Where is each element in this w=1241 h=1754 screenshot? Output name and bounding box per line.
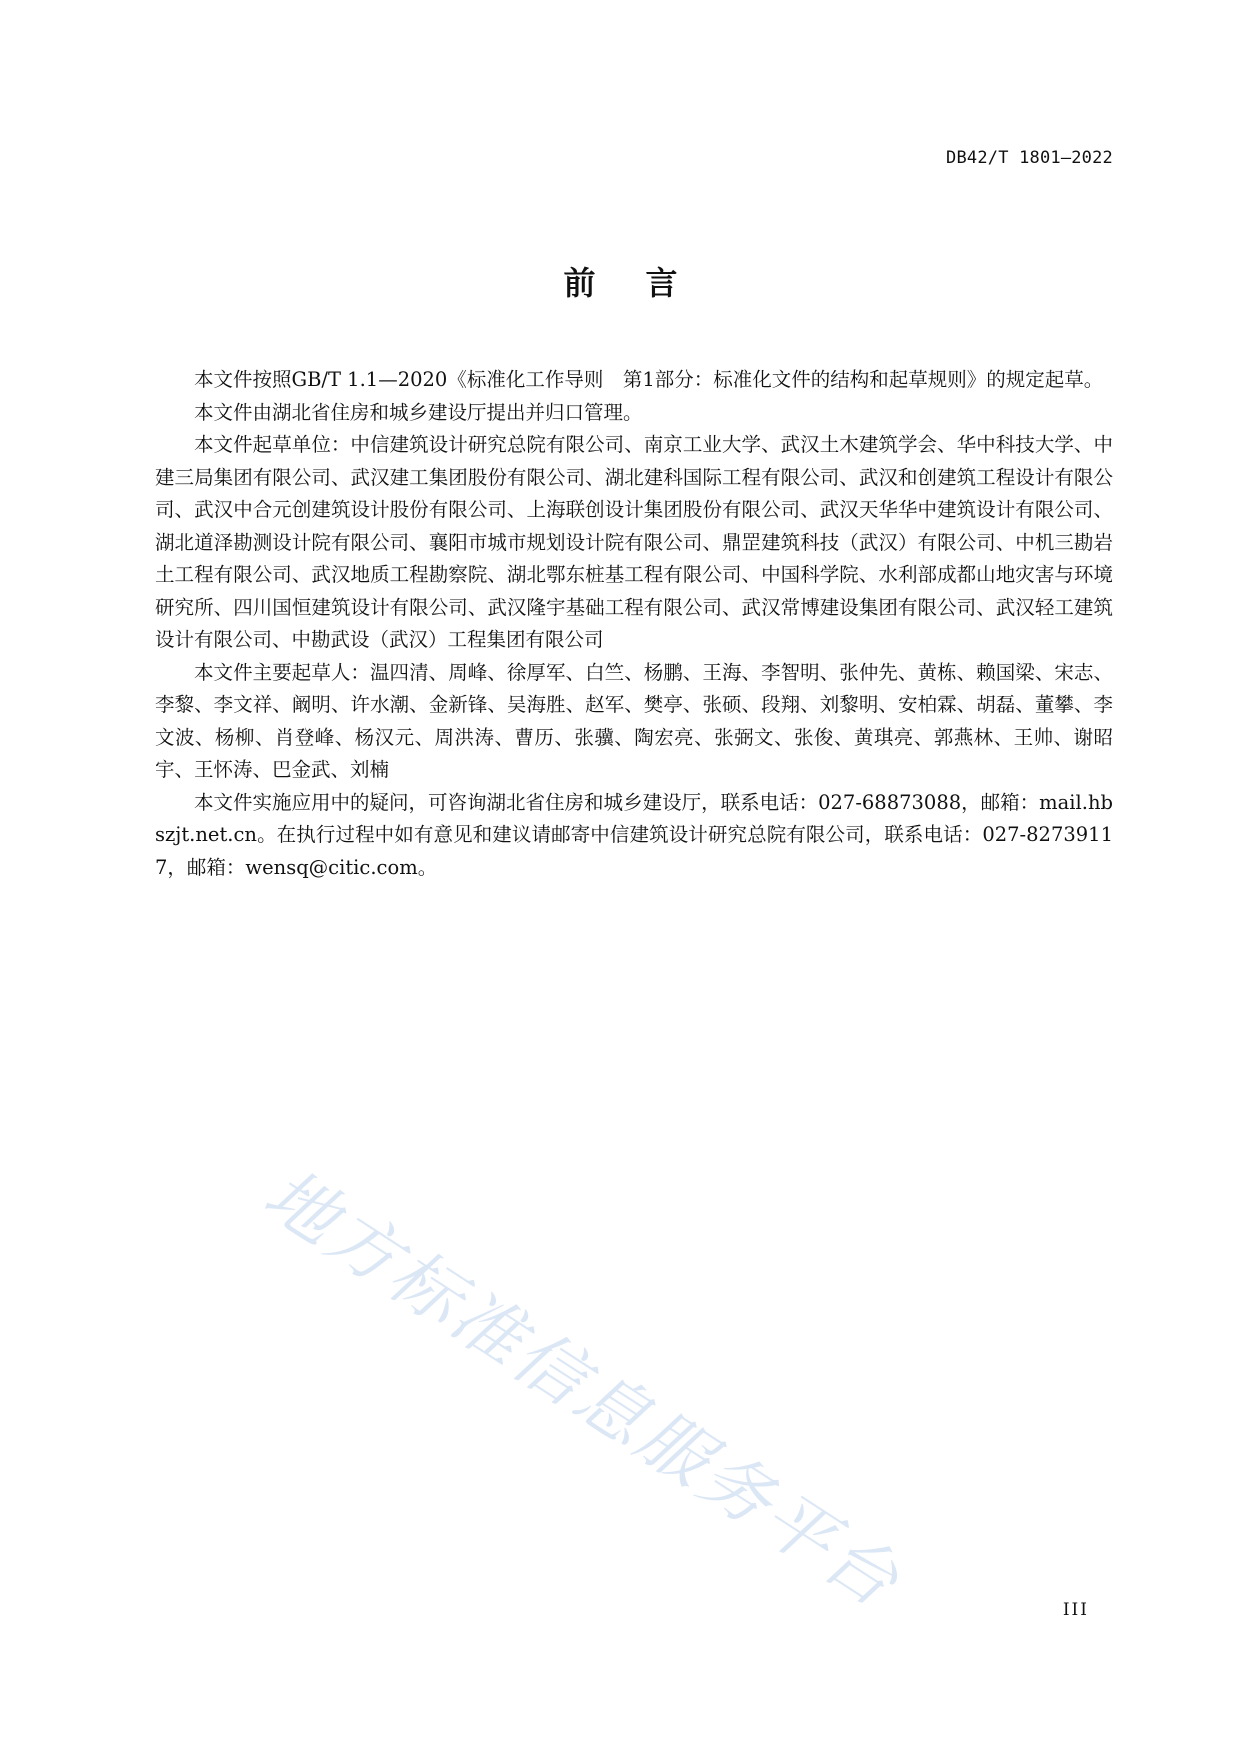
paragraph-proposing-department: 本文件由湖北省住房和城乡建设厅提出并归口管理。 xyxy=(194,400,643,424)
paragraph-main-drafters: 本文件主要起草人：温四清、周峰、徐厚军、白竺、杨鹏、王海、李智明、张仲先、黄栋、赖国梁、宋志、李黎、李文祥、阚明、许水潮、金新锋、吴海胜、赵军、樊亭、张硕、段翔、刘黎明、安柏霖、胡磊、董攀、李文波、杨柳、肖登峰、杨汉元、周洪涛、曹历、张骥、陶宏亮、张弼文、张俊、黄琪亮、郭燕林、王帅、谢昭宇、王怀涛、巴金武、刘楠 xyxy=(155,660,1113,781)
page-number: III xyxy=(1062,1600,1089,1620)
page-title: 前言 xyxy=(563,264,728,302)
paragraph-drafting-units: 本文件起草单位：中信建筑设计研究总院有限公司、南京工业大学、武汉土木建筑学会、华中科技大学、中建三局集团有限公司、武汉建工集团股份有限公司、湖北建科国际工程有限公司、武汉和创建筑工程设计有限公司、武汉中合元创建筑设计股份有限公司、上海联创设计集团股份有限公司、武汉天华华中建筑设计有限公司、湖北道泽勘测设计院有限公司、襄阳市城市规划设计院有限公司、鼎罡建筑科技（武汉）有限公司、中机三勘岩土工程有限公司、武汉地质工程勘察院、湖北鄂东桩基工程有限公司、中国科学院、水利部成都山地灾害与环境研究所、四川国恒建筑设计有限公司、武汉隆宇基础工程有限公司、武汉常博建设集团有限公司、武汉轻工建筑设计有限公司、中勘武设（武汉）工程集团有限公司 xyxy=(155,433,1113,651)
paragraph-contact-info: 本文件实施应用中的疑问，可咨询湖北省住房和城乡建设厅，联系电话：027-68873088，邮箱：mail.hbszjt.net.cn。在执行过程中如有意见和建议请邮寄中信建筑设计研究总院有限公司，联系电话：027-82739117，邮箱：wensq@citic.com。 xyxy=(155,790,1113,879)
standard-code: DB42/T 1801—2022 xyxy=(946,148,1113,168)
foreword-body xyxy=(155,364,1113,884)
paragraph-drafting-basis: 本文件按照GB/T 1.1—2020《标准化工作导则 第1部分：标准化文件的结构和起草规则》的规定起草。 xyxy=(194,368,1104,391)
watermark: 地方标准信息服务平台 xyxy=(250,1152,916,1625)
